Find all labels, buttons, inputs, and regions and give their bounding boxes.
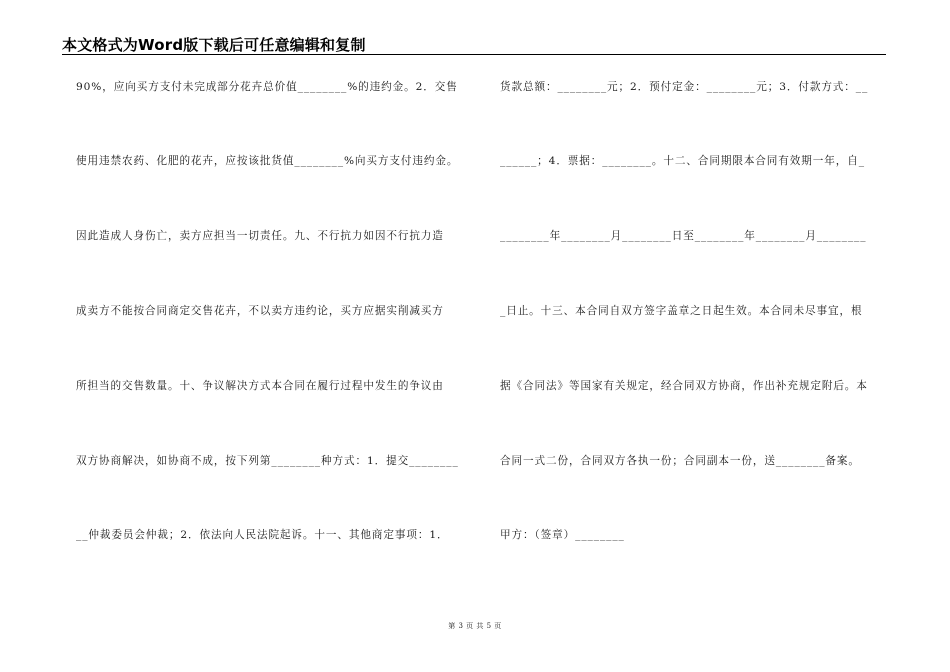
right-line-3: ________年________月________日至________年________月________ (500, 230, 867, 242)
left-line-3: 因此造成人身伤亡，卖方应担当一切责任。九、不行抗力如因不行抗力造 (76, 230, 444, 242)
page-number-indicator: 第 3 页 共 5 页 (448, 622, 502, 630)
left-line-7: __仲裁委员会仲裁；2．依法向人民法院起诉。十一、其他商定事项：1． (76, 529, 449, 541)
left-line-6: 双方协商解决，如协商不成，按下列第________种方式：1．提交________ (76, 455, 459, 467)
left-line-4: 成卖方不能按合同商定交售花卉，不以卖方违约论，买方应据实削减买方 (76, 305, 444, 317)
left-line-5: 所担当的交售数量。十、争议解决方式本合同在履行过程中发生的争议由 (76, 380, 444, 392)
right-line-5: 据《合同法》等国家有关规定，经合同双方协商，作出补充规定附后。本 (500, 380, 868, 392)
document-header-title: 本文格式为Word版下载后可任意编辑和复制 (62, 36, 366, 54)
right-line-1: 货款总额：________元；2．预付定金：________元；3．付款方式：__ (500, 81, 869, 93)
left-line-2: 使用违禁农药、化肥的花卉，应按该批货值________%向买方支付违约金。 (76, 155, 459, 167)
signature-line-party-a: 甲方：（签章）________ (500, 529, 625, 541)
header-divider (62, 54, 886, 55)
right-line-6: 合同一式二份，合同双方各执一份；合同副本一份，送________备案。 (500, 455, 860, 467)
right-line-2: ______；4．票据：________。十二、合同期限本合同有效期一年，自_ (500, 155, 865, 167)
right-line-4: _日止。十三、本合同自双方签字盖章之日起生效。本合同未尽事宜，根 (500, 305, 863, 317)
left-line-1: 90%，应向买方支付未完成部分花卉总价值________%的违约金。2．交售 (76, 81, 458, 93)
